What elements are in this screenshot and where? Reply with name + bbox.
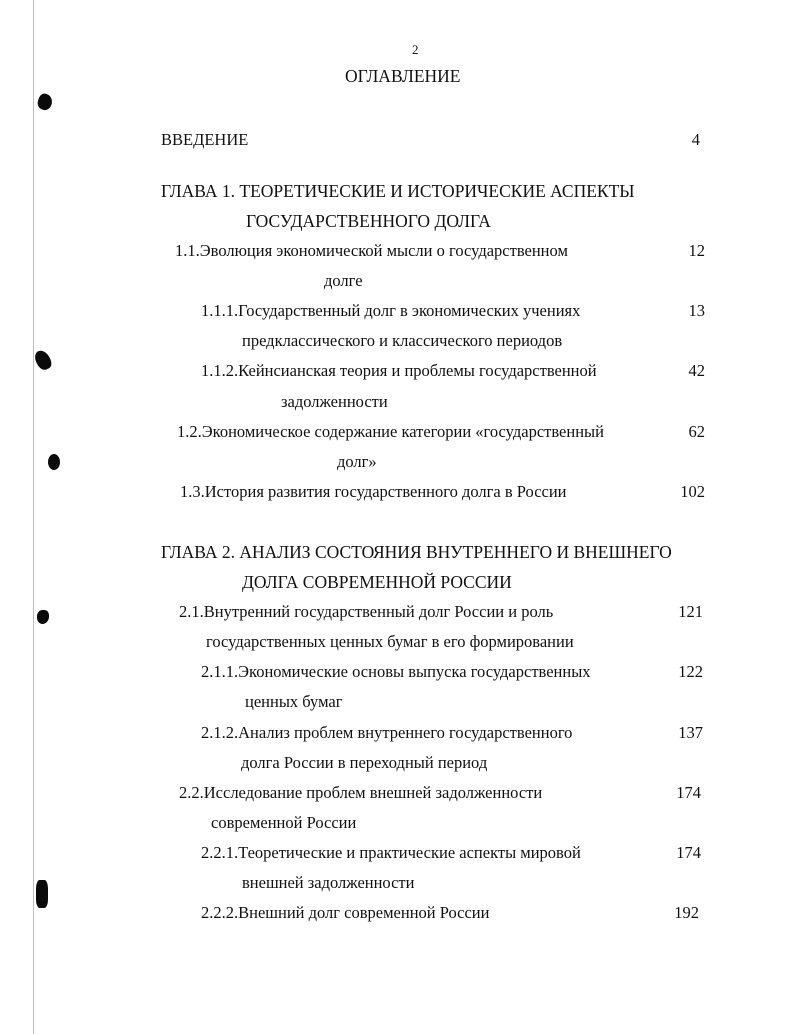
toc-entry-1-1-1-page: 13 — [688, 301, 705, 320]
toc-entry-1-1-2: 1.1.2.Кейнсианская теория и проблемы государственной — [201, 361, 597, 380]
toc-entry-2-2-cont: современной России — [211, 813, 357, 832]
scan-mark — [48, 454, 60, 470]
toc-entry-2-2-1: 2.2.1.Теоретические и практические аспекты мировой — [201, 843, 581, 862]
toc-entry-2-1-2: 2.1.2.Анализ проблем внутреннего государственного — [201, 723, 573, 742]
toc-entry-2-1-1: 2.1.1.Экономические основы выпуска государственных — [201, 662, 591, 681]
toc-entry-2-1-1-cont: ценных бумаг — [245, 692, 343, 711]
toc-entry-1-1-2-cont: задолженности — [281, 392, 388, 411]
toc-entry-1-2-cont: долг» — [337, 452, 377, 471]
toc-entry-2-1-page: 121 — [678, 602, 703, 621]
toc-entry-1-1-cont: долге — [324, 271, 363, 290]
chapter1-heading: ГЛАВА 1. ТЕОРЕТИЧЕСКИЕ И ИСТОРИЧЕСКИЕ АСПЕКТЫ — [161, 181, 635, 201]
toc-entry-2-1-1-page: 122 — [678, 662, 703, 681]
toc-intro-page: 4 — [691, 130, 700, 149]
toc-entry-2-1-2-cont: долга России в переходный период — [241, 753, 488, 772]
scan-mark — [32, 348, 53, 372]
toc-entry-1-1-1: 1.1.1.Государственный долг в экономических учениях — [201, 301, 581, 320]
toc-entry-1-1-1-cont: предклассического и классического периодов — [242, 331, 563, 350]
toc-entry-2-2: 2.2.Исследование проблем внешней задолженности — [179, 783, 543, 802]
scan-mark — [37, 610, 49, 624]
toc-entry-1-2: 1.2.Экономическое содержание категории «государственный — [177, 422, 604, 441]
page-number: 2 — [412, 42, 419, 57]
binder-edge-line — [33, 0, 34, 1034]
toc-entry-2-2-1-cont: внешней задолженности — [242, 873, 415, 892]
chapter1-heading-cont: ГОСУДАРСТВЕННОГО ДОЛГА — [246, 211, 491, 231]
toc-entry-2-1: 2.1.Внутренний государственный долг России и роль — [179, 602, 554, 621]
chapter2-heading-cont: ДОЛГА СОВРЕМЕННОЙ РОССИИ — [242, 572, 512, 592]
toc-entry-1-1-page: 12 — [688, 241, 705, 260]
toc-entry-1-3-page: 102 — [680, 482, 705, 501]
scan-mark — [36, 880, 48, 908]
toc-entry-2-2-1-page: 174 — [676, 843, 701, 862]
toc-intro-label: ВВЕДЕНИЕ — [161, 130, 249, 149]
scan-mark — [36, 92, 55, 112]
toc-entry-2-2-page: 174 — [676, 783, 701, 802]
toc-entry-2-2-2: 2.2.2.Внешний долг современной России — [201, 903, 490, 922]
toc-entry-1-3: 1.3.История развития государственного долга в России — [180, 482, 567, 501]
toc-title: ОГЛАВЛЕНИЕ — [345, 66, 461, 86]
toc-entry-1-2-page: 62 — [688, 422, 705, 441]
toc-entry-2-1-cont: государственных ценных бумаг в его формировании — [206, 632, 574, 651]
toc-entry-2-1-2-page: 137 — [678, 723, 703, 742]
toc-entry-2-2-2-page: 192 — [674, 903, 699, 922]
chapter2-heading: ГЛАВА 2. АНАЛИЗ СОСТОЯНИЯ ВНУТРЕННЕГО И ВНЕШНЕГО — [161, 542, 672, 562]
toc-entry-1-1-2-page: 42 — [688, 361, 705, 380]
toc-entry-1-1: 1.1.Эволюция экономической мысли о государственном — [175, 241, 568, 260]
